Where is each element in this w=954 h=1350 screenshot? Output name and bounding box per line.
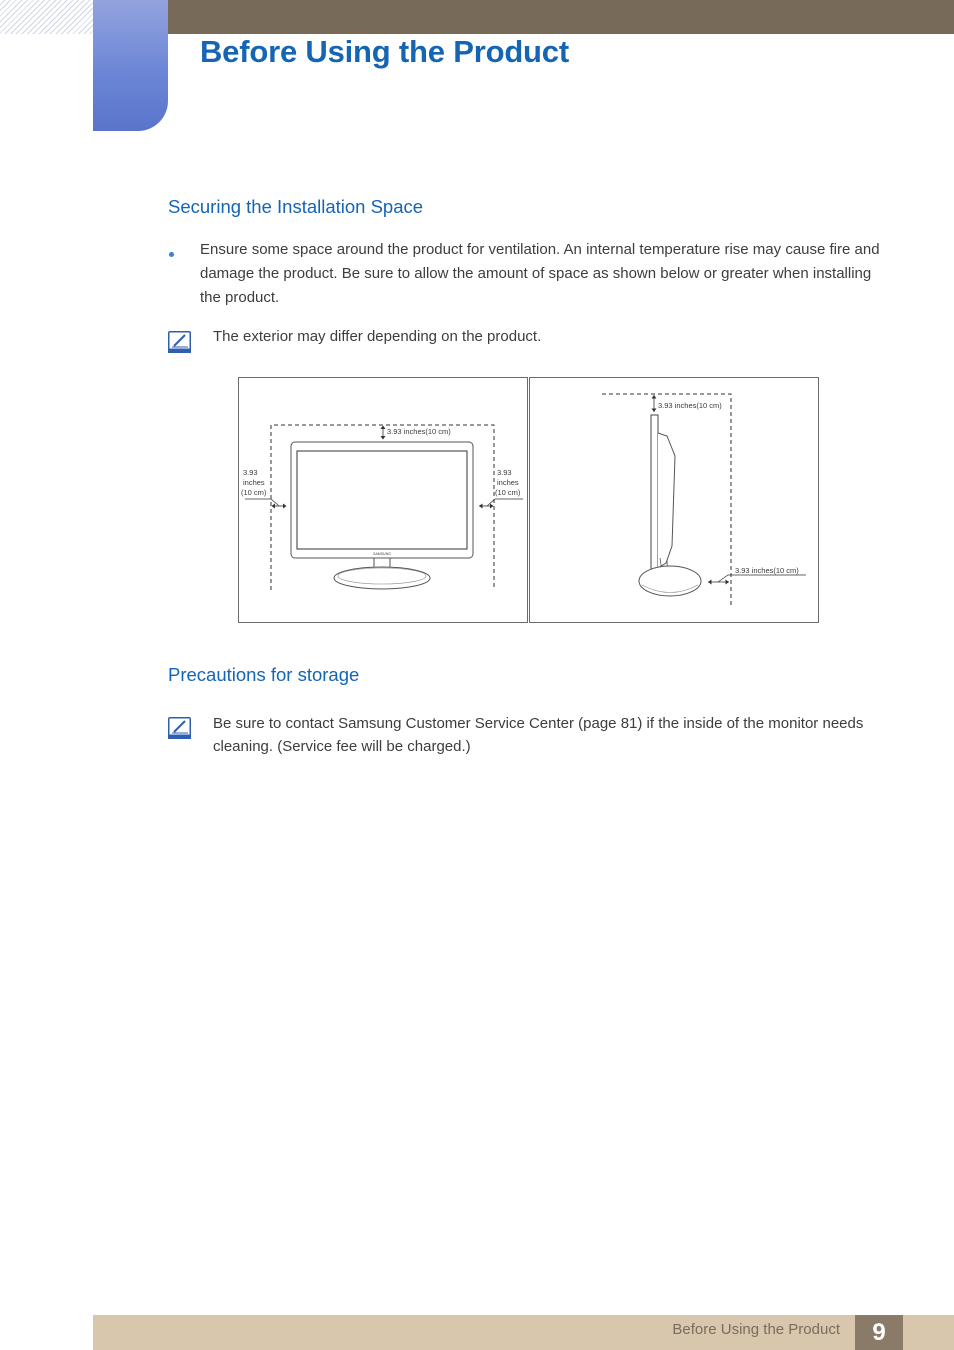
side-back-clearance-label: 3.93 inches(10 cm) — [735, 566, 799, 575]
front-left-clearance-metric: (10 cm) — [241, 488, 267, 497]
chapter-tab — [93, 0, 168, 131]
header-hatch-pattern — [0, 0, 93, 34]
storage-note-text: Be sure to contact Samsung Customer Service Center (page 81) if the inside of the monitor needs cleaning. (Service fee will be charged.) — [213, 715, 864, 755]
section-heading-storage: Precautions for storage — [168, 664, 360, 685]
footer-section-name: Before Using the Product — [672, 1321, 840, 1338]
note-pencil-icon — [168, 331, 191, 353]
front-top-clearance-label: 3.93 inches(10 cm) — [387, 427, 451, 436]
header-bar — [168, 0, 954, 34]
front-left-clearance-value: 3.93 — [243, 468, 258, 477]
front-right-clearance-unit: inches — [497, 478, 519, 487]
page-title: Before Using the Product — [200, 34, 569, 69]
front-right-clearance-metric: (10 cm) — [495, 488, 521, 497]
front-view-figure — [239, 378, 527, 622]
ventilation-bullet-text: Ensure some space around the product for ventilation. An internal temperature rise may cause fire and damage the product. Be sure to allow the amount of space as shown below or greater when installing the product. — [200, 241, 880, 306]
front-view-clearance-diagram — [238, 377, 528, 623]
front-right-clearance-value: 3.93 — [497, 468, 512, 477]
side-view-clearance-diagram — [529, 377, 819, 623]
bullet-icon — [169, 252, 174, 257]
side-top-clearance-label: 3.93 inches(10 cm) — [658, 401, 722, 410]
section-heading-installation-space: Securing the Installation Space — [168, 196, 424, 217]
front-left-clearance-unit: inches — [243, 478, 265, 487]
page-number: 9 — [855, 1315, 903, 1350]
exterior-note-text: The exterior may differ depending on the product. — [213, 328, 542, 345]
note-pencil-icon — [168, 717, 191, 739]
side-view-figure — [530, 378, 818, 622]
brand-text: SAMSUNG — [373, 552, 391, 556]
